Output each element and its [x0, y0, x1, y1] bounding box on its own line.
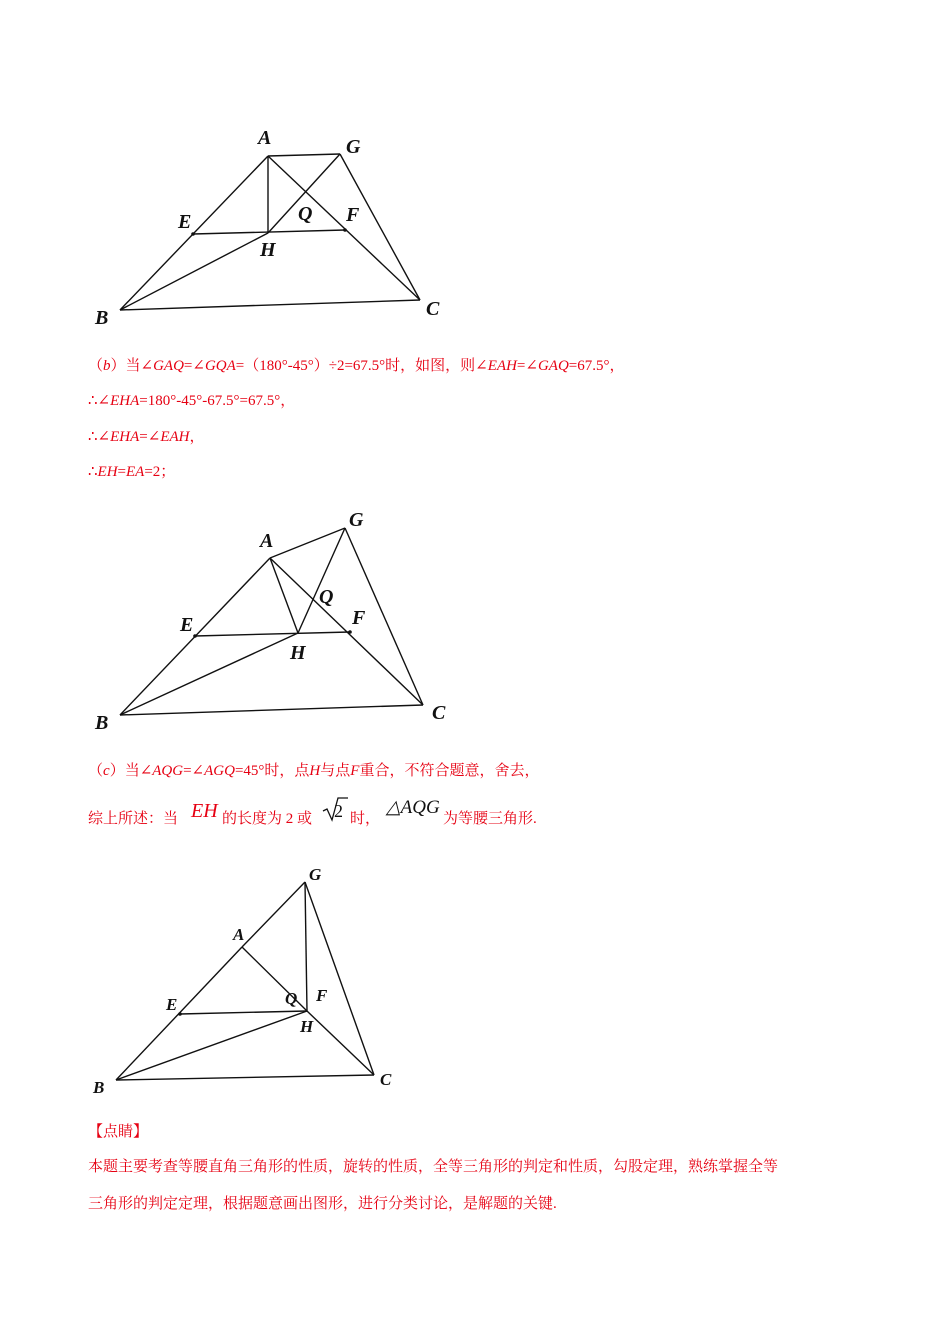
- segment-EF: [195, 632, 350, 636]
- summary-eh: EH: [191, 800, 218, 822]
- label-Q: Q: [319, 586, 334, 608]
- point-E: [193, 634, 197, 638]
- segment-EF: [180, 1011, 307, 1014]
- summary-triangle: △AQG: [386, 797, 440, 818]
- label-H: H: [300, 1017, 314, 1036]
- label-A: A: [233, 925, 245, 944]
- segment-BC: [120, 300, 420, 310]
- segment-BC: [120, 705, 423, 715]
- point-F: [348, 630, 352, 634]
- label-B: B: [95, 307, 109, 329]
- segment-HC: [307, 1011, 374, 1075]
- segment-BC: [116, 1075, 374, 1080]
- case-b-line-4: ∴EH=EA=2；: [88, 464, 176, 480]
- point-E: [178, 1012, 182, 1016]
- segment-AC: [268, 156, 420, 300]
- segment-AH: [270, 558, 298, 633]
- point-F: [343, 228, 347, 232]
- case-b-line-2: ∴∠EHA=180°-45°-67.5°=67.5°，: [88, 393, 296, 409]
- summary-text-c: 时，: [350, 811, 381, 827]
- case-c-line-1: （c）当∠AQG=∠AGQ=45°时，点H与点F重合，不符合题意，舍去，: [88, 763, 540, 779]
- label-H: H: [290, 642, 306, 664]
- label-C: C: [380, 1070, 392, 1089]
- label-B: B: [95, 712, 109, 734]
- label-A: A: [258, 127, 272, 149]
- segment-AG: [268, 154, 340, 156]
- label-C: C: [432, 702, 446, 724]
- summary-text-d: 为等腰三角形.: [443, 811, 537, 827]
- figure-c: [0, 500, 950, 740]
- segment-BH: [116, 1011, 307, 1080]
- label-Q: Q: [298, 203, 313, 225]
- label-C: C: [426, 298, 440, 320]
- label-E: E: [180, 614, 194, 636]
- comment-title: 【点睛】: [88, 1124, 149, 1140]
- segment-GC: [305, 882, 374, 1075]
- label-H: H: [260, 239, 276, 261]
- point-E: [191, 232, 195, 236]
- segment-GH: [305, 882, 307, 1011]
- label-G: G: [346, 136, 361, 158]
- label-G: G: [349, 509, 364, 531]
- label-A: A: [260, 530, 274, 552]
- segment-AG: [242, 882, 305, 947]
- label-B: B: [93, 1078, 105, 1097]
- figure-d: [0, 860, 950, 1100]
- label-G: G: [309, 865, 322, 884]
- figure-b-lines: [120, 154, 420, 310]
- segment-BH: [120, 633, 298, 715]
- label-E: E: [166, 995, 178, 1014]
- figure-c-lines: [120, 528, 423, 715]
- segment-BH: [120, 233, 268, 310]
- label-E: E: [178, 211, 192, 233]
- case-b-line-3: ∴∠EHA=∠EAH，: [88, 429, 205, 445]
- comment-line-2: 三角形的判定定理，根据题意画出图形，进行分类讨论，是解题的关键.: [88, 1196, 557, 1212]
- segment-GC: [340, 154, 420, 300]
- figure-d-lines: [116, 882, 374, 1080]
- label-Q: Q: [285, 989, 298, 1008]
- summary-sqrt-radicand: 2: [334, 801, 343, 821]
- case-b-line-1: （b）当∠GAQ=∠GQA=（180°-45°）÷2=67.5°时，如图，则∠EAH=∠GAQ=67.5°，: [88, 358, 625, 374]
- label-F: F: [346, 204, 360, 226]
- label-F: F: [352, 607, 366, 629]
- segment-EF: [193, 230, 345, 234]
- label-F: F: [316, 986, 328, 1005]
- figure-b: [0, 120, 950, 330]
- summary-text-b: 的长度为 2 或: [222, 811, 313, 827]
- comment-line-1: 本题主要考查等腰直角三角形的性质，旋转的性质，全等三角形的判定和性质，勾股定理，熟练掌握全等: [88, 1159, 779, 1175]
- summary-text-a: 综上所述：当: [88, 811, 179, 827]
